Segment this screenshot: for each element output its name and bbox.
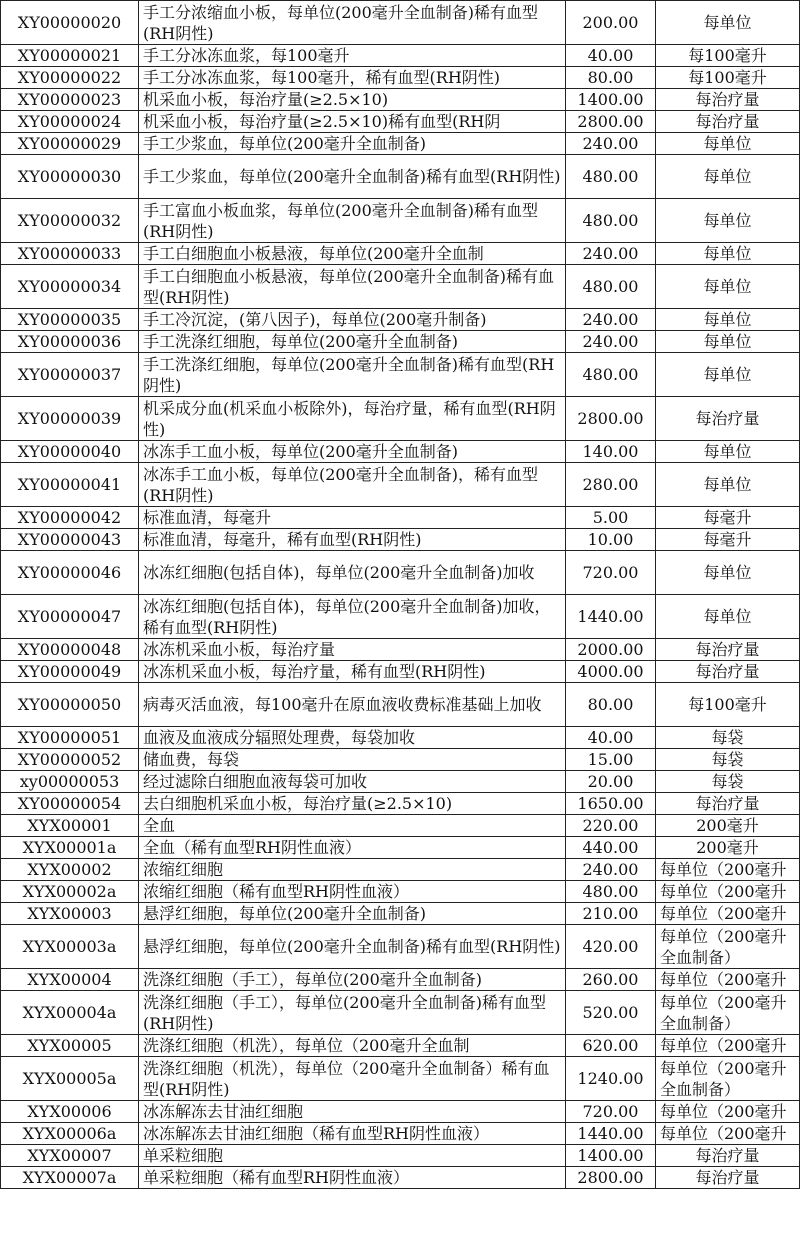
item-unit-cell: 每单位: [656, 1, 800, 45]
item-price-cell: 620.00: [566, 1035, 656, 1057]
item-unit-cell: 每单位: [656, 353, 800, 397]
table-row: [1, 265, 800, 309]
item-code-cell: XY00000047: [1, 595, 139, 639]
item-unit-cell: 每单位（200毫升全血制备）: [656, 925, 800, 969]
item-unit-cell: 每单位（200毫升: [656, 1101, 800, 1123]
item-price-cell: 1650.00: [566, 793, 656, 815]
item-code-cell: XY00000021: [1, 45, 139, 67]
item-name-cell: 冰冻手工血小板，每单位(200毫升全血制备)，稀有血型(RH阴性): [139, 463, 566, 507]
item-price-cell: 2000.00: [566, 639, 656, 661]
item-unit-cell: 每治疗量: [656, 661, 800, 683]
item-price-cell: 20.00: [566, 771, 656, 793]
table-row: [1, 45, 800, 67]
item-name-cell: 冰冻机采血小板，每治疗量，稀有血型(RH阴性): [139, 661, 566, 683]
item-code-cell: XY00000023: [1, 89, 139, 111]
item-code-cell: XYX00007: [1, 1145, 139, 1167]
item-code-cell: XYX00001a: [1, 837, 139, 859]
item-code-cell: XY00000041: [1, 463, 139, 507]
table-row: [1, 111, 800, 133]
item-unit-cell: 每袋: [656, 749, 800, 771]
item-price-cell: 240.00: [566, 309, 656, 331]
item-price-cell: 480.00: [566, 881, 656, 903]
item-code-cell: XY00000020: [1, 1, 139, 45]
table-row: [1, 1123, 800, 1145]
item-price-cell: 2800.00: [566, 397, 656, 441]
item-name-cell: 手工分冰冻血浆，每100毫升: [139, 45, 566, 67]
item-unit-cell: 每单位（200毫升: [656, 969, 800, 991]
item-price-cell: 210.00: [566, 903, 656, 925]
table-row: [1, 551, 800, 595]
item-price-cell: 480.00: [566, 353, 656, 397]
item-name-cell: 机采成分血(机采血小板除外)，每治疗量，稀有血型(RH阴性): [139, 397, 566, 441]
item-unit-cell: 每毫升: [656, 529, 800, 551]
item-price-cell: 220.00: [566, 815, 656, 837]
item-unit-cell: 每单位: [656, 595, 800, 639]
item-unit-cell: 每单位（200毫升: [656, 859, 800, 881]
table-row: [1, 771, 800, 793]
item-code-cell: XYX00005: [1, 1035, 139, 1057]
item-price-cell: 720.00: [566, 1101, 656, 1123]
item-code-cell: XY00000022: [1, 67, 139, 89]
item-price-cell: 80.00: [566, 683, 656, 727]
table-row: [1, 727, 800, 749]
table-row: [1, 1057, 800, 1101]
table-row: [1, 1101, 800, 1123]
item-unit-cell: 每单位: [656, 463, 800, 507]
item-price-cell: 520.00: [566, 991, 656, 1035]
item-price-cell: 10.00: [566, 529, 656, 551]
item-price-cell: 260.00: [566, 969, 656, 991]
item-code-cell: XY00000039: [1, 397, 139, 441]
item-name-cell: 冰冻红细胞(包括自体)，每单位(200毫升全血制备)加收，稀有血型(RH阴性): [139, 595, 566, 639]
item-unit-cell: 每单位: [656, 309, 800, 331]
table-row: [1, 837, 800, 859]
item-unit-cell: 每毫升: [656, 507, 800, 529]
item-name-cell: 悬浮红细胞，每单位(200毫升全血制备)稀有血型(RH阴性): [139, 925, 566, 969]
table-row: [1, 441, 800, 463]
item-name-cell: 洗涤红细胞（手工），每单位(200毫升全血制备): [139, 969, 566, 991]
item-price-cell: 40.00: [566, 727, 656, 749]
item-unit-cell: 每单位: [656, 441, 800, 463]
item-code-cell: XYX00002: [1, 859, 139, 881]
item-name-cell: 储血费，每袋: [139, 749, 566, 771]
item-code-cell: XY00000033: [1, 243, 139, 265]
table-row: [1, 793, 800, 815]
table-row: [1, 859, 800, 881]
table-row: [1, 1145, 800, 1167]
item-unit-cell: 每单位（200毫升全血制备）: [656, 991, 800, 1035]
table-row: [1, 309, 800, 331]
item-name-cell: 冰冻解冻去甘油红细胞: [139, 1101, 566, 1123]
item-code-cell: xy00000053: [1, 771, 139, 793]
item-code-cell: XY00000048: [1, 639, 139, 661]
item-code-cell: XY00000029: [1, 133, 139, 155]
item-code-cell: XY00000052: [1, 749, 139, 771]
table-row: [1, 815, 800, 837]
table-row: [1, 1, 800, 45]
item-price-cell: 480.00: [566, 265, 656, 309]
item-name-cell: 冰冻解冻去甘油红细胞（稀有血型RH阴性血液）: [139, 1123, 566, 1145]
item-name-cell: 血液及血液成分辐照处理费，每袋加收: [139, 727, 566, 749]
item-name-cell: 手工白细胞血小板悬液，每单位(200毫升全血制: [139, 243, 566, 265]
item-name-cell: 机采血小板，每治疗量(≥2.5×10)稀有血型(RH阴: [139, 111, 566, 133]
item-name-cell: 悬浮红细胞，每单位(200毫升全血制备): [139, 903, 566, 925]
item-code-cell: XYX00003: [1, 903, 139, 925]
table-row: [1, 397, 800, 441]
item-unit-cell: 每单位: [656, 199, 800, 243]
item-unit-cell: 每治疗量: [656, 793, 800, 815]
item-code-cell: XY00000049: [1, 661, 139, 683]
item-unit-cell: 每单位: [656, 243, 800, 265]
table-row: [1, 683, 800, 727]
table-row: [1, 243, 800, 265]
table-row: [1, 903, 800, 925]
item-unit-cell: 每单位: [656, 133, 800, 155]
table-row: [1, 353, 800, 397]
item-price-cell: 5.00: [566, 507, 656, 529]
table-row: [1, 67, 800, 89]
item-price-cell: 480.00: [566, 199, 656, 243]
table-row: [1, 331, 800, 353]
item-name-cell: 手工富血小板血浆，每单位(200毫升全血制备)稀有血型(RH阴性): [139, 199, 566, 243]
item-name-cell: 手工洗涤红细胞，每单位(200毫升全血制备)稀有血型(RH阴性): [139, 353, 566, 397]
item-unit-cell: 每100毫升: [656, 683, 800, 727]
item-code-cell: XY00000037: [1, 353, 139, 397]
table-row: [1, 1167, 800, 1189]
item-price-cell: 280.00: [566, 463, 656, 507]
item-name-cell: 全血（稀有血型RH阴性血液）: [139, 837, 566, 859]
item-unit-cell: 每治疗量: [656, 111, 800, 133]
table-row: [1, 595, 800, 639]
item-code-cell: XY00000030: [1, 155, 139, 199]
table-row: [1, 991, 800, 1035]
item-code-cell: XYX00001: [1, 815, 139, 837]
item-name-cell: 手工少浆血，每单位(200毫升全血制备)稀有血型(RH阴性): [139, 155, 566, 199]
item-unit-cell: 每100毫升: [656, 45, 800, 67]
table-row: [1, 661, 800, 683]
item-price-cell: 2800.00: [566, 1167, 656, 1189]
table-row: [1, 463, 800, 507]
item-unit-cell: 每单位（200毫升: [656, 903, 800, 925]
item-unit-cell: 每袋: [656, 727, 800, 749]
item-name-cell: 手工分冰冻血浆，每100毫升，稀有血型(RH阴性): [139, 67, 566, 89]
item-code-cell: XYX00003a: [1, 925, 139, 969]
item-price-cell: 40.00: [566, 45, 656, 67]
item-price-cell: 2800.00: [566, 111, 656, 133]
table-row: [1, 925, 800, 969]
table-row: [1, 89, 800, 111]
item-name-cell: 手工少浆血，每单位(200毫升全血制备): [139, 133, 566, 155]
item-unit-cell: 200毫升: [656, 837, 800, 859]
item-code-cell: XY00000036: [1, 331, 139, 353]
item-price-cell: 240.00: [566, 133, 656, 155]
table-row: [1, 969, 800, 991]
item-name-cell: 洗涤红细胞（机洗），每单位（200毫升全血制: [139, 1035, 566, 1057]
item-code-cell: XYX00006: [1, 1101, 139, 1123]
table-body: [1, 1, 800, 1189]
item-price-cell: 240.00: [566, 243, 656, 265]
item-code-cell: XY00000050: [1, 683, 139, 727]
table-row: [1, 199, 800, 243]
table-row: [1, 529, 800, 551]
item-code-cell: XYX00007a: [1, 1167, 139, 1189]
item-name-cell: 手工白细胞血小板悬液，每单位(200毫升全血制备)稀有血型(RH阴性): [139, 265, 566, 309]
table-row: [1, 881, 800, 903]
item-name-cell: 全血: [139, 815, 566, 837]
item-name-cell: 冰冻手工血小板，每单位(200毫升全血制备): [139, 441, 566, 463]
item-unit-cell: 每单位（200毫升全血制备）: [656, 1057, 800, 1101]
item-price-cell: 720.00: [566, 551, 656, 595]
item-price-cell: 1240.00: [566, 1057, 656, 1101]
item-name-cell: 冰冻机采血小板，每治疗量: [139, 639, 566, 661]
item-code-cell: XY00000034: [1, 265, 139, 309]
item-code-cell: XY00000032: [1, 199, 139, 243]
table-row: [1, 155, 800, 199]
item-code-cell: XY00000051: [1, 727, 139, 749]
item-code-cell: XYX00004a: [1, 991, 139, 1035]
item-name-cell: 浓缩红细胞（稀有血型RH阴性血液）: [139, 881, 566, 903]
item-name-cell: 机采血小板，每治疗量(≥2.5×10): [139, 89, 566, 111]
item-code-cell: XY00000035: [1, 309, 139, 331]
item-price-cell: 1400.00: [566, 1145, 656, 1167]
item-name-cell: 去白细胞机采血小板，每治疗量(≥2.5×10): [139, 793, 566, 815]
item-price-cell: 1440.00: [566, 595, 656, 639]
item-name-cell: 单采粒细胞: [139, 1145, 566, 1167]
item-price-cell: 440.00: [566, 837, 656, 859]
item-code-cell: XY00000040: [1, 441, 139, 463]
item-name-cell: 浓缩红细胞: [139, 859, 566, 881]
item-name-cell: 标准血清，每毫升，稀有血型(RH阴性): [139, 529, 566, 551]
item-name-cell: 标准血清，每毫升: [139, 507, 566, 529]
item-price-cell: 4000.00: [566, 661, 656, 683]
item-unit-cell: 200毫升: [656, 815, 800, 837]
item-unit-cell: 每单位: [656, 551, 800, 595]
item-code-cell: XYX00005a: [1, 1057, 139, 1101]
item-price-cell: 200.00: [566, 1, 656, 45]
item-name-cell: 手工分浓缩血小板，每单位(200毫升全血制备)稀有血型(RH阴性): [139, 1, 566, 45]
item-unit-cell: 每袋: [656, 771, 800, 793]
item-price-cell: 420.00: [566, 925, 656, 969]
item-unit-cell: 每治疗量: [656, 89, 800, 111]
item-price-cell: 480.00: [566, 155, 656, 199]
item-unit-cell: 每单位: [656, 155, 800, 199]
item-name-cell: 手工冷沉淀，(第八因子)，每单位(200毫升制备): [139, 309, 566, 331]
item-code-cell: XY00000046: [1, 551, 139, 595]
table-row: [1, 133, 800, 155]
item-name-cell: 单采粒细胞（稀有血型RH阴性血液）: [139, 1167, 566, 1189]
table-row: [1, 1035, 800, 1057]
item-name-cell: 洗涤红细胞（手工），每单位(200毫升全血制备)稀有血型(RH阴性): [139, 991, 566, 1035]
item-unit-cell: 每治疗量: [656, 1167, 800, 1189]
item-price-cell: 240.00: [566, 859, 656, 881]
item-code-cell: XY00000042: [1, 507, 139, 529]
item-unit-cell: 每单位（200毫升: [656, 881, 800, 903]
table-row: [1, 507, 800, 529]
item-name-cell: 洗涤红细胞（机洗），每单位（200毫升全血制备）稀有血型(RH阴性): [139, 1057, 566, 1101]
item-price-cell: 15.00: [566, 749, 656, 771]
item-unit-cell: 每单位（200毫升: [656, 1123, 800, 1145]
item-unit-cell: 每单位: [656, 331, 800, 353]
item-name-cell: 病毒灭活血液，每100毫升在原血液收费标准基础上加收: [139, 683, 566, 727]
item-unit-cell: 每治疗量: [656, 639, 800, 661]
item-unit-cell: 每单位（200毫升: [656, 1035, 800, 1057]
item-price-cell: 1440.00: [566, 1123, 656, 1145]
item-name-cell: 手工洗涤红细胞，每单位(200毫升全血制备): [139, 331, 566, 353]
item-code-cell: XYX00006a: [1, 1123, 139, 1145]
item-price-cell: 1400.00: [566, 89, 656, 111]
item-code-cell: XY00000024: [1, 111, 139, 133]
item-price-cell: 140.00: [566, 441, 656, 463]
item-unit-cell: 每100毫升: [656, 67, 800, 89]
table-row: [1, 639, 800, 661]
item-unit-cell: 每治疗量: [656, 1145, 800, 1167]
item-code-cell: XY00000054: [1, 793, 139, 815]
item-price-cell: 240.00: [566, 331, 656, 353]
item-name-cell: 经过滤除白细胞血液每袋可加收: [139, 771, 566, 793]
item-price-cell: 80.00: [566, 67, 656, 89]
item-name-cell: 冰冻红细胞(包括自体)，每单位(200毫升全血制备)加收: [139, 551, 566, 595]
item-unit-cell: 每治疗量: [656, 397, 800, 441]
item-code-cell: XYX00002a: [1, 881, 139, 903]
item-code-cell: XY00000043: [1, 529, 139, 551]
item-code-cell: XYX00004: [1, 969, 139, 991]
item-unit-cell: 每单位: [656, 265, 800, 309]
table-row: [1, 749, 800, 771]
